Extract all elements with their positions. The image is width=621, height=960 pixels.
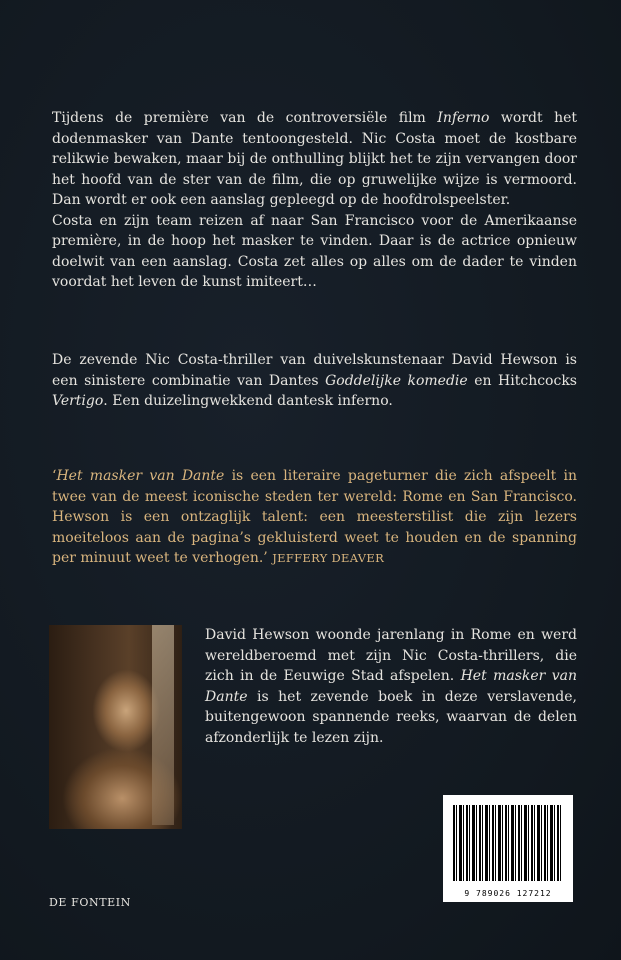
blurb-text: Tijdens de première van de controversiële film: [52, 110, 438, 126]
review-quote: [52, 466, 577, 569]
author-bio-book-title: Het masker van Dante: [205, 668, 577, 705]
blurb-text: en Hitchcocks: [467, 372, 577, 389]
blurb-paragraph-1: [52, 108, 577, 293]
film-title: Vertigo: [52, 393, 104, 409]
quote-attribution: JEFFERY DEAVER: [272, 551, 385, 565]
blurb-text: De zevende Nic Costa-thriller van duivelskunstenaar David Hewson is een sinistere combinatie van Dantes: [52, 352, 577, 389]
author-bio-text: is het zevende boek in deze verslavende, buitengewoon spannende reeks, waarvan de delen afzonderlijk te lezen zijn.: [205, 688, 577, 746]
film-title: Inferno: [437, 110, 490, 126]
author-photo: [49, 625, 182, 829]
blurb-text: . Een duizelingwekkend dantesk inferno.: [103, 393, 393, 409]
isbn-barcode: [443, 795, 573, 902]
isbn-number: 9 789026 127212: [464, 889, 552, 898]
book-title: Goddelijke komedie: [325, 372, 468, 389]
publisher-name: DE FONTEIN: [49, 896, 131, 909]
author-bio-text: David Hewson woonde jarenlang in Rome en werd wereldberoemd met zijn Nic Costa-thrillers, die zich in de Eeuwige Stad afspelen.: [205, 627, 577, 684]
blurb-text: wordt het dodenmasker van Dante tentoongesteld. Nic Costa moet de kostbare relikwie bewaken, maar bij de onthulling blijkt het te zijn vervangen door het hoofd van de ster van de film, die op gruwelijke wijze is vermoord. Dan wordt er ook een aanslag gepleegd op de hoofdrolspeelster.: [52, 110, 578, 208]
quote-text: is een literaire pageturner die zich afspeelt in twee van de meest iconische steden ter wereld: Rome en San Francisco. Hewson is een ontzaglijk talent: een meesterstilist die zijn lezers moeiteloos aan de pagina’s gekluisterd weet te houden en de spanning per minuut weet te verhogen.’: [52, 468, 577, 566]
author-bio: [205, 625, 577, 748]
quote-book-title: Het masker van Dante: [56, 468, 225, 484]
barcode-bars: [453, 805, 563, 881]
quote-mark: ‘: [52, 468, 57, 484]
blurb-paragraph-2: [52, 350, 577, 412]
blurb-text: Costa en zijn team reizen af naar San Francisco voor de Amerikaanse première, in de hoop het masker te vinden. Daar is de actrice opnieuw doelwit van een aanslag. Costa zet alles op alles om de dader te vinden voordat het leven de kunst imiteert…: [52, 212, 577, 290]
